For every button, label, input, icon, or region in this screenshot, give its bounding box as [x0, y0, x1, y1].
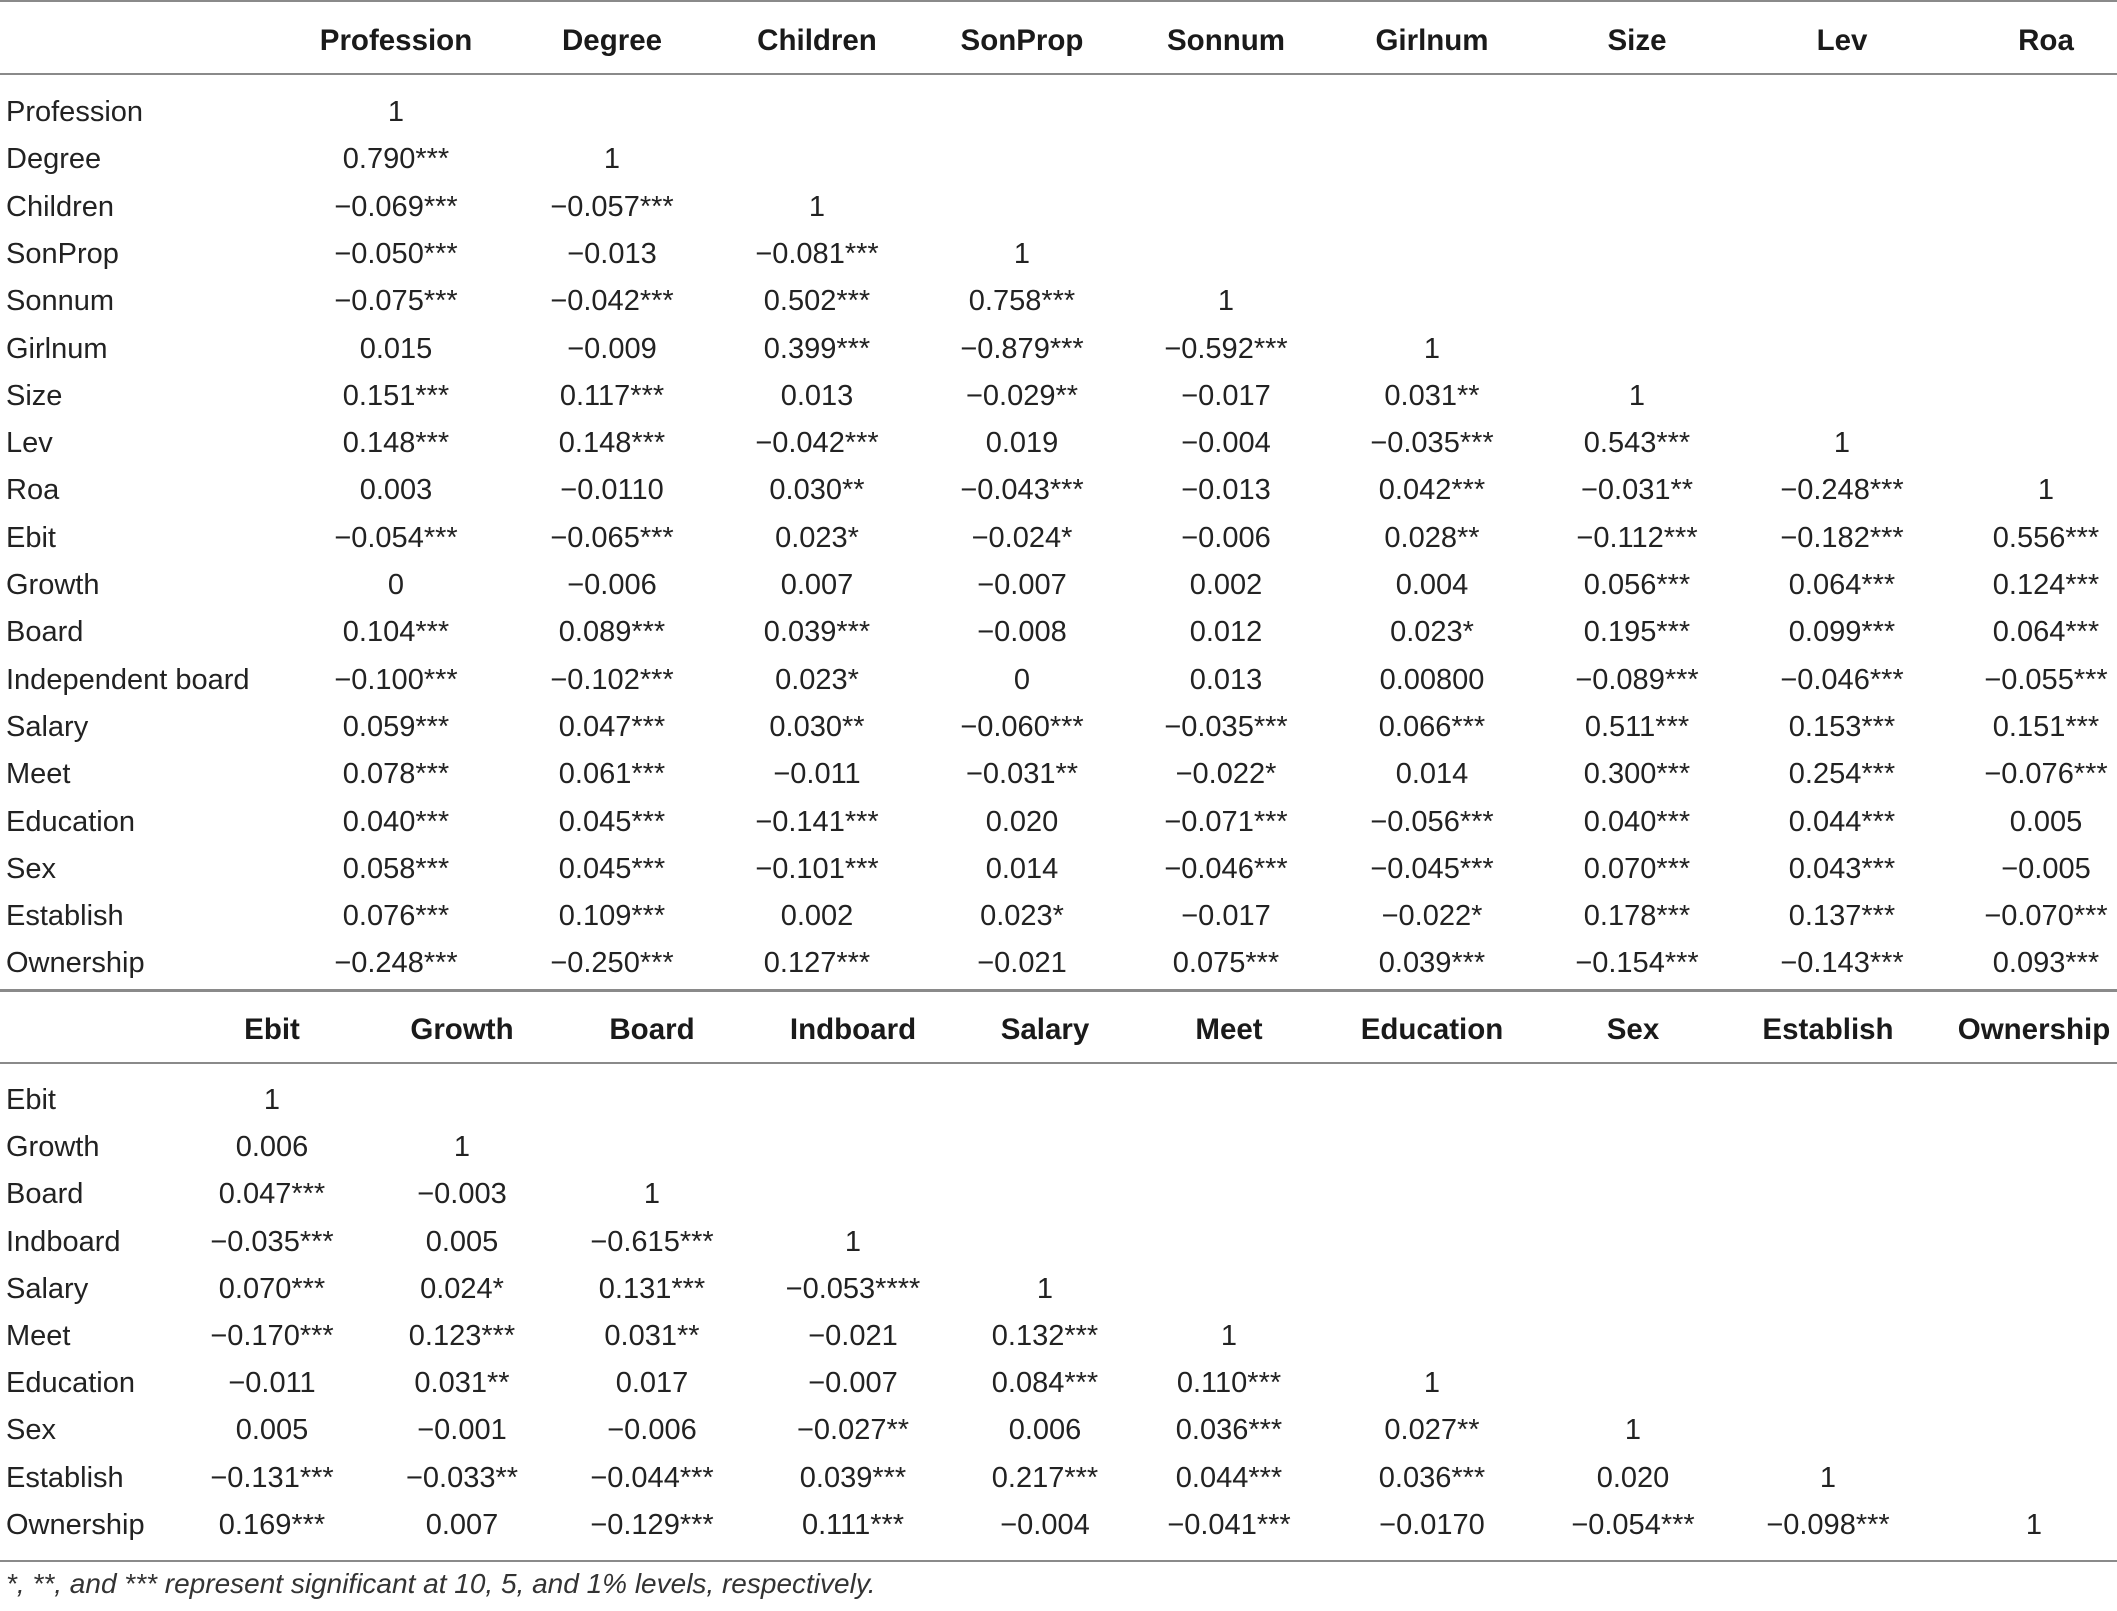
table-cell: 0.023*	[775, 522, 859, 554]
table-cell: 1	[263, 1084, 281, 1116]
table-cell: −0.006	[567, 569, 657, 601]
column-header-education: Education	[1360, 1013, 1504, 1046]
table-cell: −0.101***	[755, 853, 879, 885]
table-cell: 0.012	[1189, 616, 1263, 648]
table-cell: 0.131***	[598, 1273, 706, 1305]
table-cell: 1	[1013, 238, 1031, 270]
table-cell: −0.0110	[560, 474, 664, 506]
top-rule	[0, 0, 2117, 2]
table-cell: 0.039***	[1378, 947, 1486, 979]
table-cell: 0.061***	[558, 758, 666, 790]
table-cell: 0.064***	[1992, 616, 2100, 648]
table-cell: −0.112***	[1576, 522, 1698, 554]
table-cell: 0.148***	[558, 427, 666, 459]
table-cell: −0.065***	[550, 522, 674, 554]
table-cell: 0.117***	[559, 380, 665, 412]
header-rule-1	[0, 73, 2117, 75]
table-cell: −0.054***	[1571, 1509, 1695, 1541]
table-cell: 0	[387, 569, 405, 601]
table-cell: −0.057***	[550, 191, 674, 223]
table-cell: 0	[1013, 664, 1031, 696]
table-cell: 0.006	[1008, 1414, 1082, 1446]
table-cell: −0.050***	[334, 238, 458, 270]
table-cell: 0.124***	[1992, 569, 2100, 601]
table-cell: −0.029**	[965, 380, 1079, 412]
table-cell: −0.024*	[971, 522, 1073, 554]
table-cell: 0.137***	[1788, 900, 1896, 932]
table-cell: 1	[1217, 285, 1235, 317]
row-label-salary: Salary	[6, 1273, 89, 1305]
table-cell: 0.027**	[1384, 1414, 1480, 1446]
table-cell: 0.076***	[342, 900, 450, 932]
table-cell: −0.076***	[1984, 758, 2108, 790]
table-cell: 1	[1423, 333, 1441, 365]
table-cell: −0.081***	[755, 238, 879, 270]
table-cell: −0.021	[808, 1320, 898, 1352]
table-cell: 1	[844, 1226, 862, 1258]
table-cell: −0.248***	[1780, 474, 1904, 506]
table-cell: 1	[1833, 427, 1851, 459]
table-cell: 0.047***	[558, 711, 666, 743]
column-header-ownership: Ownership	[1957, 1013, 2111, 1046]
table-cell: 0.036***	[1175, 1414, 1283, 1446]
column-header-sonprop: SonProp	[960, 24, 1084, 57]
column-header-sex: Sex	[1606, 1013, 1660, 1046]
table-cell: −0.013	[1181, 474, 1271, 506]
table-cell: 0.020	[1596, 1462, 1670, 1494]
row-label-education: Education	[6, 806, 135, 838]
table-cell: −0.100***	[334, 664, 458, 696]
table-cell: −0.013	[567, 238, 657, 270]
table-cell: −0.006	[1181, 522, 1271, 554]
table-cell: 1	[1220, 1320, 1238, 1352]
table-cell: −0.045***	[1370, 853, 1494, 885]
table-cell: −0.131***	[210, 1462, 334, 1494]
table-cell: −0.250***	[550, 947, 674, 979]
table-cell: 0.511***	[1584, 711, 1690, 743]
table-cell: 0.007	[780, 569, 854, 601]
table-cell: −0.053****	[785, 1273, 921, 1305]
row-label-sex: Sex	[6, 1414, 56, 1446]
table-cell: −0.022*	[1175, 758, 1277, 790]
row-label-ownership: Ownership	[6, 947, 145, 979]
table-cell: −0.879***	[960, 333, 1084, 365]
table-cell: 1	[643, 1178, 661, 1210]
row-label-establish: Establish	[6, 900, 124, 932]
table-cell: 0.084***	[991, 1367, 1099, 1399]
table-cell: −0.009	[567, 333, 657, 365]
table-cell: 0.066***	[1378, 711, 1486, 743]
row-label-growth: Growth	[6, 569, 100, 601]
row-label-sex: Sex	[6, 853, 56, 885]
bottom-rule	[0, 1560, 2117, 1562]
table-cell: 0.399***	[763, 333, 871, 365]
table-cell: 0.127***	[763, 947, 871, 979]
table-cell: −0.042***	[755, 427, 879, 459]
table-cell: 0.099***	[1788, 616, 1896, 648]
table-cell: −0.017	[1181, 900, 1271, 932]
row-label-board: Board	[6, 1178, 84, 1210]
table-cell: 0.044***	[1788, 806, 1896, 838]
table-cell: 0.058***	[342, 853, 450, 885]
table-cell: 0.790***	[342, 143, 450, 175]
table-cell: 1	[2025, 1509, 2043, 1541]
table-cell: −0.592***	[1164, 333, 1288, 365]
column-header-salary: Salary	[1000, 1013, 1090, 1046]
table-cell: 0.123***	[408, 1320, 516, 1352]
table-cell: −0.003	[417, 1178, 507, 1210]
row-label-indboard: Indboard	[6, 1226, 121, 1258]
table-cell: 0.014	[1395, 758, 1469, 790]
table-cell: 0.020	[985, 806, 1059, 838]
table-cell: −0.042***	[550, 285, 674, 317]
table-cell: −0.006	[607, 1414, 697, 1446]
row-label-degree: Degree	[6, 143, 102, 175]
table-cell: −0.170***	[210, 1320, 334, 1352]
table-cell: −0.043***	[960, 474, 1084, 506]
table-cell: 0.045***	[558, 806, 666, 838]
table-cell: 1	[1628, 380, 1646, 412]
row-label-establish: Establish	[6, 1462, 124, 1494]
table-cell: 0.040***	[1583, 806, 1691, 838]
table-cell: −0.615***	[590, 1226, 714, 1258]
table-cell: 0.070***	[218, 1273, 326, 1305]
table-cell: 0.00800	[1379, 664, 1485, 696]
table-cell: −0.248***	[334, 947, 458, 979]
table-cell: 0.036***	[1378, 1462, 1486, 1494]
table-cell: 0.047***	[218, 1178, 326, 1210]
table-cell: −0.069***	[334, 191, 458, 223]
row-label-salary: Salary	[6, 711, 89, 743]
table-cell: 0.217***	[991, 1462, 1099, 1494]
table-cell: 0.153***	[1788, 711, 1896, 743]
table-cell: 0.030**	[769, 711, 865, 743]
table-cell: 0.017	[615, 1367, 689, 1399]
table-cell: 0.056***	[1583, 569, 1691, 601]
table-cell: 0.013	[780, 380, 854, 412]
table-cell: −0.022*	[1381, 900, 1483, 932]
table-cell: 0.023*	[1390, 616, 1474, 648]
table-cell: −0.033**	[405, 1462, 519, 1494]
row-label-ebit: Ebit	[6, 522, 56, 554]
table-cell: 0.004	[1395, 569, 1469, 601]
table-cell: 0.556***	[1992, 522, 2100, 554]
table-cell: 0.040***	[342, 806, 450, 838]
row-label-growth: Growth	[6, 1131, 100, 1163]
table-cell: −0.031**	[965, 758, 1079, 790]
table-cell: 0.178***	[1583, 900, 1691, 932]
row-label-sonnum: Sonnum	[6, 285, 115, 317]
table-cell: −0.182***	[1780, 522, 1904, 554]
column-header-board: Board	[609, 1013, 695, 1046]
column-header-growth: Growth	[410, 1013, 514, 1046]
table-cell: 0.195***	[1583, 616, 1691, 648]
table-cell: −0.027**	[796, 1414, 910, 1446]
table-cell: −0.060***	[960, 711, 1084, 743]
table-cell: −0.141***	[755, 806, 879, 838]
row-label-education: Education	[6, 1367, 135, 1399]
table-cell: 0.005	[2009, 806, 2083, 838]
table-cell: 0.151***	[342, 380, 450, 412]
table-cell: −0.071***	[1164, 806, 1288, 838]
row-label-meet: Meet	[6, 758, 71, 790]
table-cell: 0.030**	[769, 474, 865, 506]
table-cell: 1	[1036, 1273, 1054, 1305]
table-cell: −0.017	[1181, 380, 1271, 412]
row-label-ownership: Ownership	[6, 1509, 145, 1541]
table-cell: 0.502***	[763, 285, 871, 317]
table-cell: 0.543***	[1583, 427, 1691, 459]
table-cell: 0.024*	[420, 1273, 504, 1305]
table-cell: 0.015	[359, 333, 433, 365]
table-cell: 0.070***	[1583, 853, 1691, 885]
table-cell: 0.003	[359, 474, 433, 506]
table-cell: −0.035***	[1370, 427, 1494, 459]
table-cell: −0.102***	[550, 664, 674, 696]
row-label-profession: Profession	[6, 96, 144, 128]
table-cell: 0.042***	[1378, 474, 1486, 506]
table-cell: −0.011	[228, 1367, 316, 1399]
row-label-children: Children	[6, 191, 114, 223]
table-cell: 0.110***	[1176, 1367, 1282, 1399]
table-cell: −0.004	[1000, 1509, 1090, 1541]
column-header-size: Size	[1607, 24, 1667, 57]
table-cell: −0.0170	[1379, 1509, 1485, 1541]
table-cell: 0.093***	[1992, 947, 2100, 979]
table-cell: 1	[387, 96, 405, 128]
table-cell: −0.044***	[590, 1462, 714, 1494]
table-cell: 0.059***	[342, 711, 450, 743]
table-cell: −0.004	[1181, 427, 1271, 459]
table-cell: −0.055***	[1984, 664, 2108, 696]
table-cell: 1	[1819, 1462, 1837, 1494]
table-cell: 0.104***	[342, 616, 450, 648]
table-cell: 0.014	[985, 853, 1059, 885]
table-cell: −0.075***	[334, 285, 458, 317]
table-cell: 1	[1624, 1414, 1642, 1446]
table-cell: −0.001	[417, 1414, 507, 1446]
table-cell: −0.089***	[1575, 664, 1699, 696]
column-header-lev: Lev	[1816, 24, 1868, 57]
table-cell: −0.129***	[590, 1509, 714, 1541]
header-rule-2	[0, 1062, 2117, 1064]
table-cell: 0.078***	[342, 758, 450, 790]
row-label-girlnum: Girlnum	[6, 333, 108, 365]
table-cell: −0.056***	[1370, 806, 1494, 838]
column-header-sonnum: Sonnum	[1167, 24, 1285, 57]
column-header-indboard: Indboard	[789, 1013, 917, 1046]
table-cell: 0.254***	[1788, 758, 1896, 790]
table-cell: 0.109***	[558, 900, 666, 932]
table-cell: 0.111***	[801, 1509, 905, 1541]
table-cell: 0.300***	[1583, 758, 1691, 790]
table-cell: 0.005	[425, 1226, 499, 1258]
table-cell: 0.013	[1189, 664, 1263, 696]
table-cell: 0.007	[425, 1509, 499, 1541]
table-cell: 0.023*	[980, 900, 1064, 932]
table-cell: 0.151***	[1992, 711, 2100, 743]
table-cell: −0.154***	[1575, 947, 1699, 979]
column-header-degree: Degree	[561, 24, 663, 57]
column-header-ebit: Ebit	[244, 1013, 300, 1046]
column-header-establish: Establish	[1762, 1013, 1894, 1046]
table-cell: 0.132***	[991, 1320, 1099, 1352]
table-cell: 1	[603, 143, 621, 175]
table-cell: −0.021	[977, 947, 1067, 979]
table-cell: 1	[808, 191, 826, 223]
table-cell: 0.019	[985, 427, 1059, 459]
table-cell: 0.006	[235, 1131, 309, 1163]
table-cell: 0.169***	[218, 1509, 326, 1541]
column-header-meet: Meet	[1195, 1013, 1263, 1046]
table-cell: 1	[453, 1131, 471, 1163]
table-cell: −0.046***	[1780, 664, 1904, 696]
column-header-girlnum: Girlnum	[1375, 24, 1489, 57]
table-cell: 0.039***	[799, 1462, 907, 1494]
table-cell: 0.148***	[342, 427, 450, 459]
row-label-sonprop: SonProp	[6, 238, 119, 270]
table-cell: −0.011	[773, 758, 861, 790]
column-header-profession: Profession	[319, 24, 473, 57]
table-cell: −0.041***	[1167, 1509, 1291, 1541]
table-cell: 1	[1423, 1367, 1441, 1399]
row-label-board: Board	[6, 616, 84, 648]
table-cell: −0.046***	[1164, 853, 1288, 885]
row-label-size: Size	[6, 380, 63, 412]
table-cell: 0.005	[235, 1414, 309, 1446]
column-header-children: Children	[757, 24, 877, 57]
table-cell: 0.031**	[604, 1320, 700, 1352]
row-label-meet: Meet	[6, 1320, 71, 1352]
table-cell: −0.008	[977, 616, 1067, 648]
table-cell: 0.089***	[558, 616, 666, 648]
table-cell: 0.039***	[763, 616, 871, 648]
row-label-lev: Lev	[6, 427, 53, 459]
table-cell: −0.070***	[1984, 900, 2108, 932]
row-label-ebit: Ebit	[6, 1084, 56, 1116]
table-cell: −0.098***	[1766, 1509, 1890, 1541]
table-cell: −0.143***	[1780, 947, 1904, 979]
table-cell: 0.075***	[1172, 947, 1280, 979]
table-cell: 0.758***	[968, 285, 1076, 317]
table-cell: −0.031**	[1580, 474, 1694, 506]
table-cell: 0.044***	[1175, 1462, 1283, 1494]
table-cell: −0.005	[2001, 853, 2091, 885]
table-cell: −0.007	[808, 1367, 898, 1399]
section-rule	[0, 989, 2117, 992]
table-cell: 0.023*	[775, 664, 859, 696]
table-cell: 0.002	[1189, 569, 1263, 601]
table-cell: 0.045***	[558, 853, 666, 885]
footnote: *, **, and *** represent significant at 10, 5, and 1% levels, respectively.	[6, 1568, 876, 1599]
table-cell: −0.054***	[334, 522, 458, 554]
table-cell: 0.028**	[1384, 522, 1480, 554]
table-cell: 0.031**	[414, 1367, 510, 1399]
table-cell: 0.002	[780, 900, 854, 932]
table-cell: −0.007	[977, 569, 1067, 601]
table-cell: 0.043***	[1788, 853, 1896, 885]
table-cell: 0.031**	[1384, 380, 1480, 412]
table-cell: −0.035***	[210, 1226, 334, 1258]
row-label-roa: Roa	[6, 474, 60, 506]
table-cell: −0.035***	[1164, 711, 1288, 743]
table-cell: 1	[2037, 474, 2055, 506]
row-label-independent-board: Independent board	[6, 664, 250, 696]
table-cell: 0.064***	[1788, 569, 1896, 601]
column-header-roa: Roa	[2018, 24, 2074, 57]
